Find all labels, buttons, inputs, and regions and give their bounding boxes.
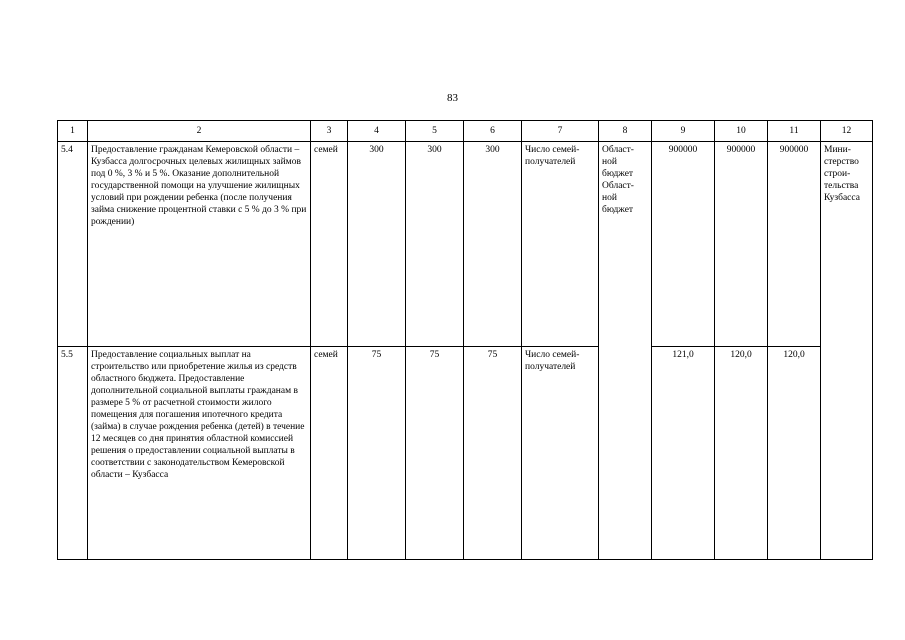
column-number: 10 — [715, 121, 768, 142]
table-row — [58, 142, 873, 347]
funding-cell: 900000 — [768, 142, 821, 347]
column-number: 7 — [522, 121, 599, 142]
column-number: 5 — [406, 121, 464, 142]
executor-cell: Мини- стерство строи- тельства Кузбасса — [821, 142, 873, 560]
value-cell: 75 — [464, 347, 522, 560]
column-number: 6 — [464, 121, 522, 142]
unit-cell: семей — [311, 142, 348, 347]
column-number: 8 — [599, 121, 652, 142]
column-number: 12 — [821, 121, 873, 142]
measure-description: Предоставление социальных выплат на строительство или приобретение жилья из средств областного бюджета. Предоставление дополнительной социальной выплаты гражданам в размере 5 % от расчетной стоимости жилого помещения для погашения ипотечного кредита (займа) в случае рождения ребенка (детей) в течение 12 месяцев со дня принятия областной комиссией решения о предоставлении социальной выплаты в соответствии с законодательством Кемеровской области – Кузбасса — [88, 347, 311, 560]
funding-cell: 900000 — [652, 142, 715, 347]
column-number: 11 — [768, 121, 821, 142]
value-cell: 75 — [406, 347, 464, 560]
measure-description: Предоставление гражданам Кемеровской области – Кузбасса долгосрочных целевых жилищных займов под 0 %, 3 % и 5 %. Оказание дополнительной государственной помощи на улучшение жилищных условий при рождении ребенка (после получения займа снижение процентной ставки с 5 % до 3 % при рождении) — [88, 142, 311, 347]
table-row — [58, 347, 873, 560]
indicator-cell: Число семей-получателей — [522, 142, 599, 347]
unit-cell: семей — [311, 347, 348, 560]
row-number: 5.4 — [58, 142, 88, 347]
program-table — [57, 120, 873, 560]
funding-source-cell: Област- ной бюджет Област- ной бюджет — [599, 142, 652, 560]
value-cell: 75 — [348, 347, 406, 560]
column-number: 1 — [58, 121, 88, 142]
funding-cell: 120,0 — [715, 347, 768, 560]
column-number-row — [58, 121, 873, 142]
column-number: 3 — [311, 121, 348, 142]
funding-cell: 120,0 — [768, 347, 821, 560]
value-cell: 300 — [406, 142, 464, 347]
column-number: 4 — [348, 121, 406, 142]
page-number: 83 — [447, 92, 458, 104]
funding-cell: 900000 — [715, 142, 768, 347]
value-cell: 300 — [464, 142, 522, 347]
row-number: 5.5 — [58, 347, 88, 560]
column-number: 2 — [88, 121, 311, 142]
column-number: 9 — [652, 121, 715, 142]
value-cell: 300 — [348, 142, 406, 347]
indicator-cell: Число семей-получателей — [522, 347, 599, 560]
funding-cell: 121,0 — [652, 347, 715, 560]
